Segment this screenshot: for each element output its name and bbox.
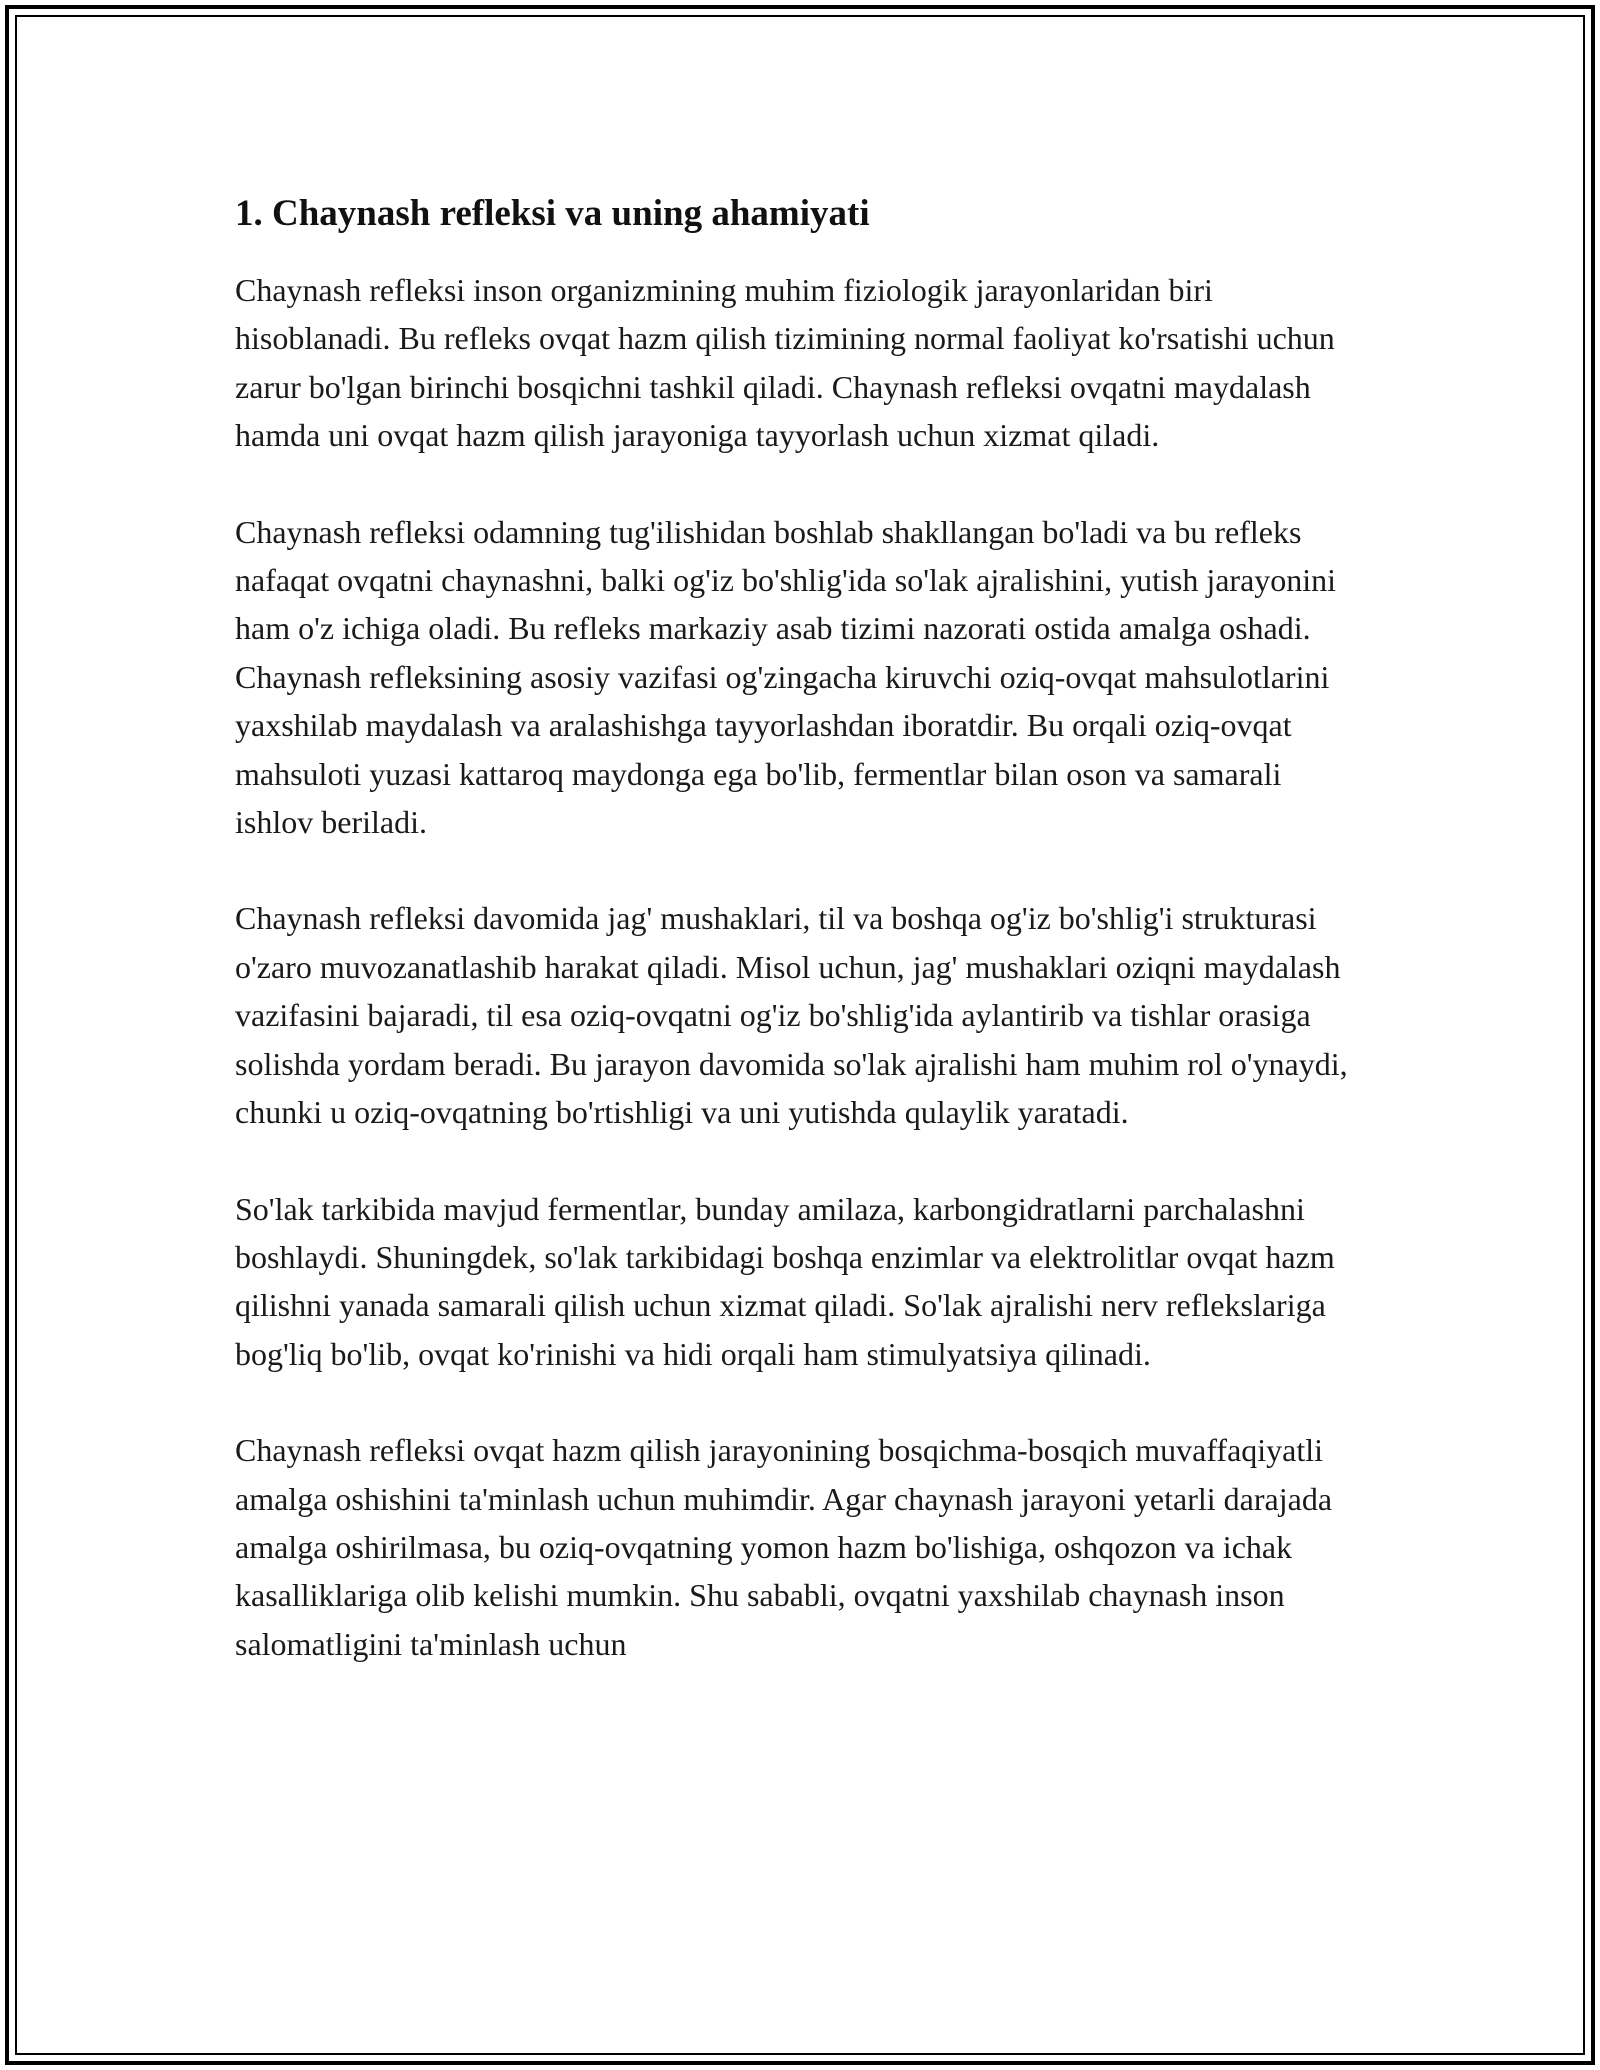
paragraph-2: Chaynash refleksi odamning tug'ilishidan boshlab shakllangan bo'ladi va bu refleks nafaqat ovqatni chaynashni, balki og'iz bo'shlig'ida so'lak ajralishini, yutish jarayonini ham o'z ichiga oladi. Bu refleks markaziy asab tizimi nazorati ostida amalga oshadi. Chaynash refleksining asosiy vazifasi og'zingacha kiruvchi oziq-ovqat mahsulotlarini yaxshilab maydalash va aralashishga tayyorlashdan iboratdir. Bu orqali oziq-ovqat mahsuloti yuzasi kattaroq maydonga ega bo'lib, fermentlar bilan oson va samarali ishlov beriladi.: [235, 513, 1337, 841]
paragraph-3: Chaynash refleksi davomida jag' mushaklari, til va boshqa og'iz bo'shlig'i strukturasi o'zaro muvozanatlashib harakat qiladi. Misol uchun, jag' mushaklari oziqni maydalash vazifasini bajaradi, til esa oziq-ovqatni og'iz bo'shlig'ida aylantirib va tishlar orasiga solishda yordam beradi. Bu jarayon davomida so'lak ajralishi ham muhim rol o'ynaydi, chunki u oziq-ovqatning bo'rtishligi va uni yutishda qulaylik yaratadi.: [235, 900, 1348, 1131]
section-heading: 1. Chaynash refleksi va uning ahamiyati: [235, 193, 870, 234]
document-body: [235, 190, 1365, 1716]
paragraph-4: So'lak tarkibida mavjud fermentlar, bunday amilaza, karbongidratlarni parchalashni boshlaydi. Shuningdek, so'lak tarkibidagi boshqa enzimlar va elektrolitlar ovqat hazm qilishni yanada samarali qilish uchun xizmat qiladi. So'lak ajralishi nerv reflekslariga bog'liq bo'lib, ovqat ko'rinishi va hidi orqali ham stimulyatsiya qilinadi.: [235, 1190, 1335, 1372]
paragraph-5: Chaynash refleksi ovqat hazm qilish jarayonining bosqichma-bosqich muvaffaqiyatli amalga oshishini ta'minlash uchun muhimdir. Agar chaynash jarayoni yetarli darajada amalga oshirilmasa, bu oziq-ovqatning yomon hazm bo'lishiga, oshqozon va ichak kasalliklariga olib kelishi mumkin. Shu sababli, ovqatni yaxshilab chaynash inson salomatligini ta'minlash uchun: [235, 1432, 1333, 1662]
paragraph-1: Chaynash refleksi inson organizmining muhim fiziologik jarayonlaridan biri hisoblanadi. Bu refleks ovqat hazm qilish tizimining normal faoliyat ko'rsatishi uchun zarur bo'lgan birinchi bosqichni tashkil qiladi. Chaynash refleksi ovqatni maydalash hamda uni ovqat hazm qilish jarayoniga tayyorlash uchun xizmat qiladi.: [235, 272, 1335, 454]
